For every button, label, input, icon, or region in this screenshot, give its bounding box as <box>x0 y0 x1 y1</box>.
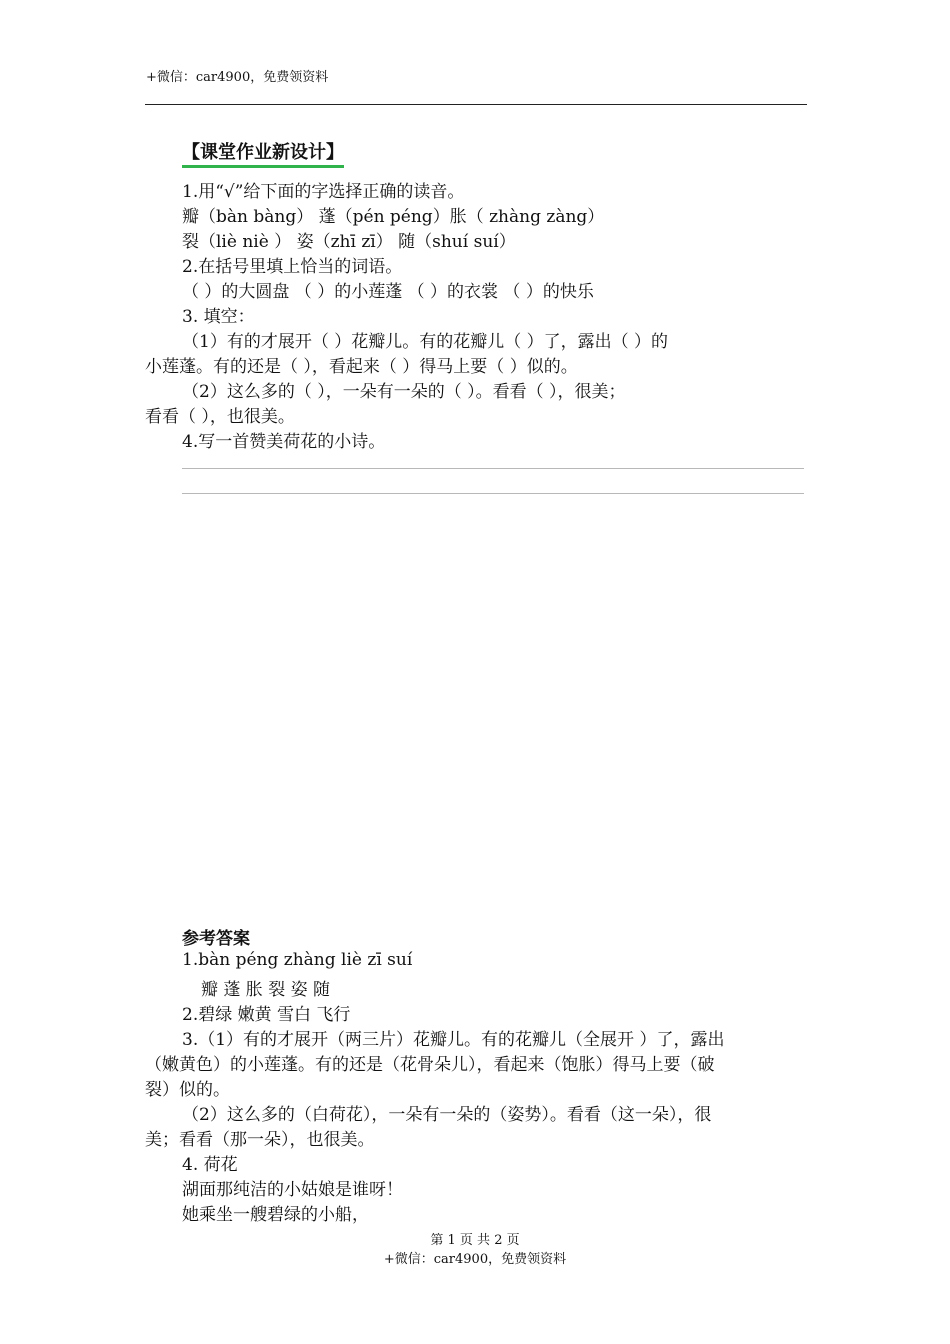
q1-prompt: 1.用“√”给下面的字选择正确的读音。 <box>182 182 465 202</box>
answer-line <box>182 493 804 494</box>
a3-p2-line2: 美；看看（那一朵），也很美。 <box>145 1130 375 1150</box>
q3-prompt: 3. 填空： <box>182 307 255 327</box>
q1-row2: 裂（liè niè ） 姿（zhī zī） 随（shuí suí） <box>182 232 516 252</box>
answers-title: 参考答案 <box>182 929 250 949</box>
a4-line2: 她乘坐一艘碧绿的小船， <box>182 1205 369 1225</box>
q1-row1: 瓣（bàn bàng） 蓬（pén péng）胀（ zhàng zàng） <box>182 207 605 227</box>
a3-line1: 3.（1）有的才展开（两三片）花瓣儿。有的花瓣儿（全展开 ）了，露出 <box>182 1030 725 1050</box>
a3-line2: （嫩黄色）的小莲蓬。有的还是（花骨朵儿），看起来（饱胀）得马上要（破 <box>145 1055 715 1075</box>
a3-line3: 裂）似的。 <box>145 1080 230 1100</box>
q3-p1-line2: 小莲蓬。有的还是（ ），看起来（ ）得马上要（ ）似的。 <box>145 357 578 377</box>
a1-pinyin: 1.bàn péng zhàng liè zī suí <box>182 950 413 970</box>
header-divider <box>145 104 807 105</box>
page-number: 第 1 页 共 2 页 <box>430 1233 520 1248</box>
q2-row: （ ）的大圆盘 （ ）的小莲蓬 （ ）的衣裳 （ ）的快乐 <box>182 282 594 302</box>
q4-prompt: 4.写一首赞美荷花的小诗。 <box>182 432 386 452</box>
q3-p2-line1: （2）这么多的（ ），一朵有一朵的（ ）。看看（ ），很美； <box>182 382 626 402</box>
answer-line <box>182 468 804 469</box>
header-note: +微信：car4900，免费领资料 <box>146 70 329 85</box>
footer-note: +微信：car4900，免费领资料 <box>383 1252 567 1267</box>
a4-title: 4. 荷花 <box>182 1155 238 1175</box>
a1-chars: 瓣 蓬 胀 裂 姿 随 <box>201 980 331 1000</box>
q3-p1-line1: （1）有的才展开（ ）花瓣儿。有的花瓣儿（ ）了，露出（ ）的 <box>182 332 669 352</box>
q2-prompt: 2.在括号里填上恰当的词语。 <box>182 257 403 277</box>
a2: 2.碧绿 嫩黄 雪白 飞行 <box>182 1005 351 1025</box>
q3-p2-line2: 看看（ ），也很美。 <box>145 407 295 427</box>
section-title: 【课堂作业新设计】 <box>182 138 344 168</box>
a3-p2-line1: （2）这么多的（白荷花），一朵有一朵的（姿势）。看看（这一朵），很 <box>182 1105 712 1125</box>
a4-line1: 湖面那纯洁的小姑娘是谁呀！ <box>182 1180 403 1200</box>
